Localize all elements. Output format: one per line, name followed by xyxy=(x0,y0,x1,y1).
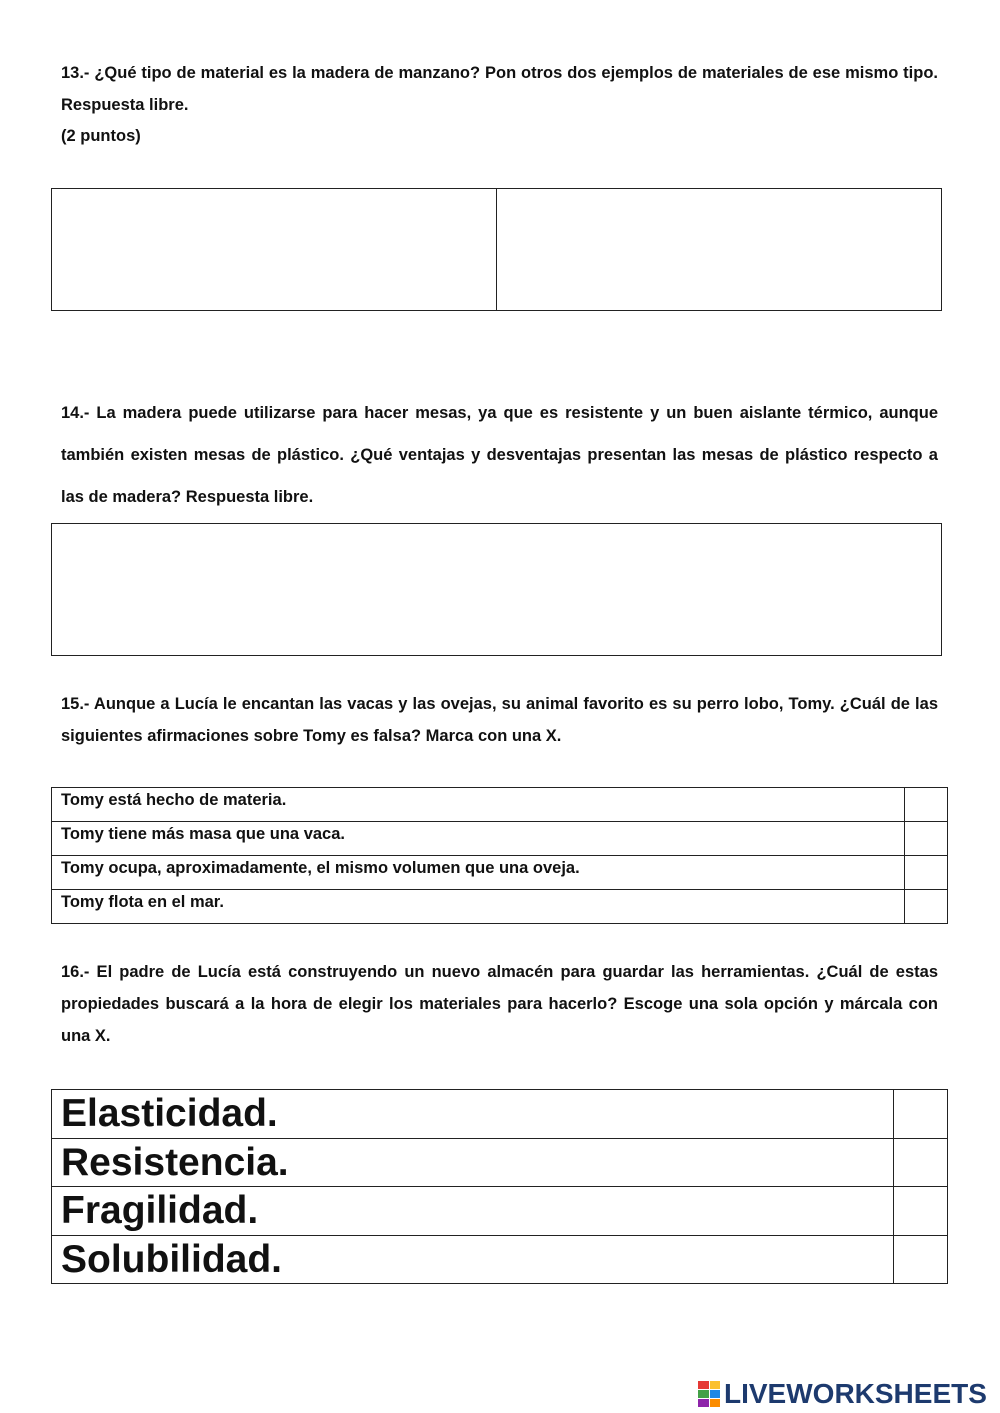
option-checkbox[interactable] xyxy=(905,788,948,822)
liveworksheets-logo-text: LIVEWORKSHEETS xyxy=(724,1378,987,1409)
question-14 xyxy=(61,392,938,518)
table-row xyxy=(52,1187,948,1236)
answer-13-cell-2[interactable] xyxy=(496,189,941,310)
option-text: Solubilidad. xyxy=(52,1235,894,1284)
question-15-options-table xyxy=(51,787,948,924)
table-row xyxy=(52,1235,948,1284)
option-checkbox[interactable] xyxy=(905,890,948,924)
question-14-text: 14.- La madera puede utilizarse para hacer mesas, ya que es resistente y un buen aislante térmico, aunque también existen mesas de plástico. ¿Qué ventajas y desventajas presentan las mesas de plástico respecto a las de madera? Respuesta libre. xyxy=(61,404,938,506)
table-row xyxy=(52,1138,948,1187)
option-text: Elasticidad. xyxy=(52,1090,894,1139)
option-checkbox[interactable] xyxy=(894,1138,948,1187)
question-15 xyxy=(61,688,938,752)
option-text: Fragilidad. xyxy=(52,1187,894,1236)
option-text: Resistencia. xyxy=(52,1138,894,1187)
option-text: Tomy ocupa, aproximadamente, el mismo volumen que una oveja. xyxy=(52,856,905,890)
answer-box-13 xyxy=(51,188,942,311)
question-13 xyxy=(61,58,938,153)
question-16-text: 16.- El padre de Lucía está construyendo un nuevo almacén para guardar las herramientas. ¿Cuál de estas propiedades buscará a la hora de elegir los materiales para hacerlo? Escoge una sola opción y márcala con una X. xyxy=(61,963,938,1045)
liveworksheets-logo xyxy=(698,1378,987,1410)
table-row xyxy=(52,788,948,822)
table-row xyxy=(52,822,948,856)
question-15-text: 15.- Aunque a Lucía le encantan las vacas y las ovejas, su animal favorito es su perro lobo, Tomy. ¿Cuál de las siguientes afirmaciones sobre Tomy es falsa? Marca con una X. xyxy=(61,695,938,745)
question-16 xyxy=(61,956,938,1052)
question-13-points: (2 puntos) xyxy=(61,127,141,145)
option-checkbox[interactable] xyxy=(894,1235,948,1284)
option-checkbox[interactable] xyxy=(905,822,948,856)
option-text: Tomy tiene más masa que una vaca. xyxy=(52,822,905,856)
table-row xyxy=(52,856,948,890)
option-text: Tomy está hecho de materia. xyxy=(52,788,905,822)
option-checkbox[interactable] xyxy=(894,1187,948,1236)
answer-13-cell-1[interactable] xyxy=(52,189,496,310)
question-16-options-table xyxy=(51,1089,948,1284)
option-checkbox[interactable] xyxy=(894,1090,948,1139)
answer-box-14[interactable] xyxy=(51,523,942,656)
option-checkbox[interactable] xyxy=(905,856,948,890)
table-row xyxy=(52,1090,948,1139)
table-row xyxy=(52,890,948,924)
liveworksheets-logo-icon xyxy=(698,1381,720,1407)
option-text: Tomy flota en el mar. xyxy=(52,890,905,924)
question-13-text: 13.- ¿Qué tipo de material es la madera de manzano? Pon otros dos ejemplos de materiales de ese mismo tipo. Respuesta libre. xyxy=(61,64,938,114)
